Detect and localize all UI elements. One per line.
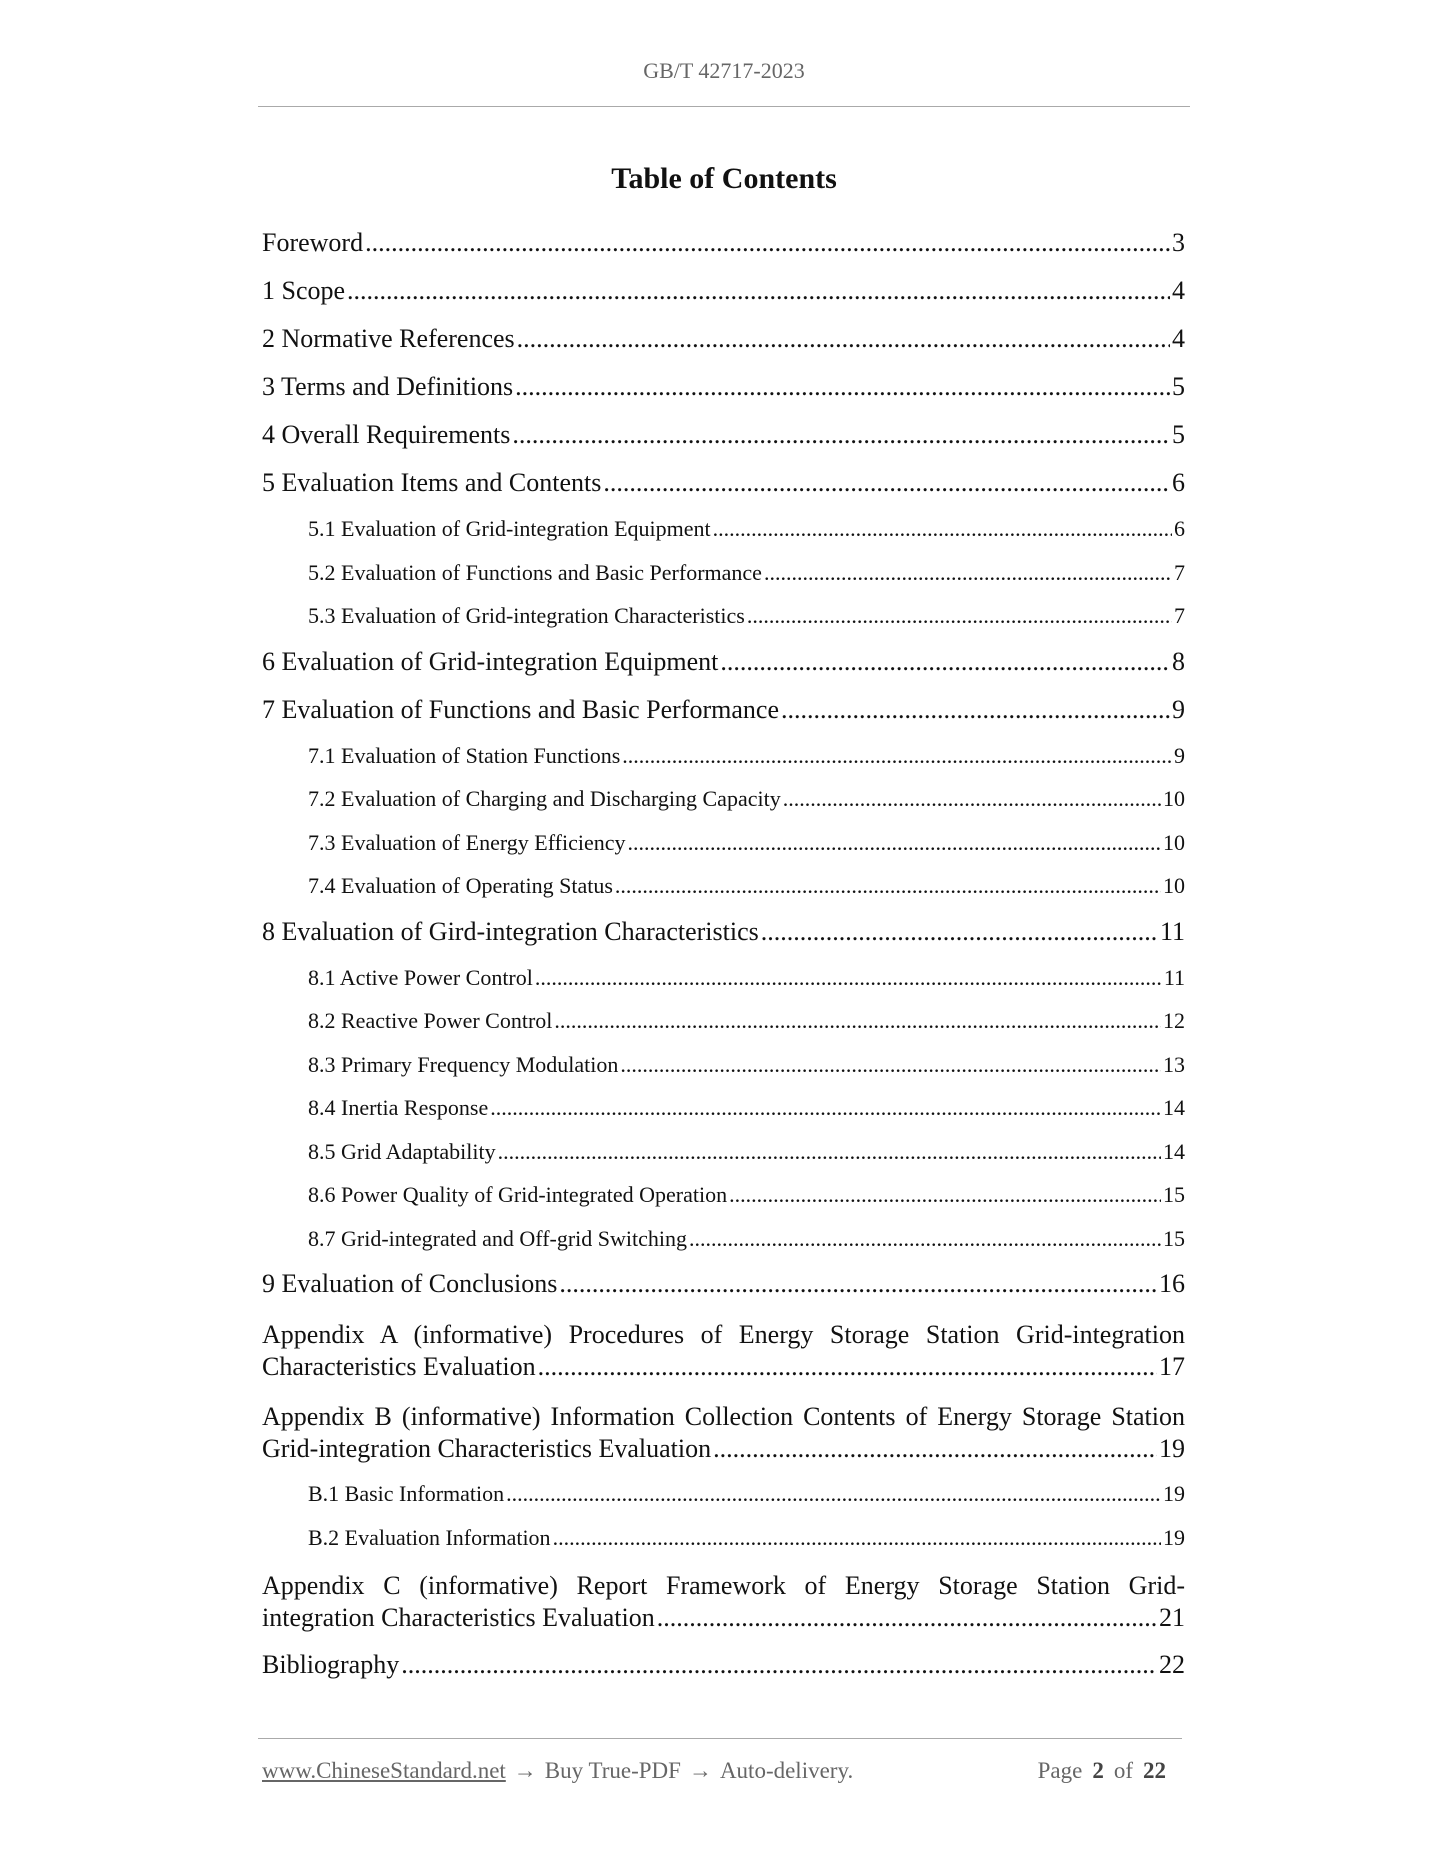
toc-entry-label: 9 Evaluation of Conclusions xyxy=(262,1269,558,1298)
toc-entry-8-4[interactable] xyxy=(262,1095,1185,1139)
toc-entry-label: 5.3 Evaluation of Grid-integration Characteristics xyxy=(308,603,745,628)
dot-leader xyxy=(627,830,1161,856)
toc-entry-7-2[interactable] xyxy=(262,786,1185,830)
toc-page-number: 19 xyxy=(1163,1481,1185,1506)
toc-entry-label: 8.2 Reactive Power Control xyxy=(308,1008,553,1033)
toc-entry-8[interactable] xyxy=(262,917,1185,965)
footer-divider xyxy=(258,1738,1182,1739)
toc-entry-8-1[interactable] xyxy=(262,965,1185,1009)
dot-leader xyxy=(622,743,1172,769)
dot-leader xyxy=(761,917,1158,947)
toc-entry-appendix-c[interactable] xyxy=(262,1568,1185,1638)
toc-entry-label: 8.5 Grid Adaptability xyxy=(308,1138,496,1164)
toc-entry-label: 1 Scope xyxy=(262,276,346,305)
toc-entry-label: Bibliography xyxy=(262,1650,400,1679)
toc-entry-label: 7 Evaluation of Functions and Basic Performance xyxy=(262,694,779,724)
toc-page-number: 9 xyxy=(1172,694,1185,724)
toc-entry-label-line2: Grid-integration Characteristics Evaluation xyxy=(262,1434,712,1463)
toc-page-number: 6 xyxy=(1172,468,1185,497)
toc-entry-label: 8.3 Primary Frequency Modulation xyxy=(308,1051,619,1077)
toc-entry-7-1[interactable] xyxy=(262,743,1185,787)
toc-entry-label-line1: Appendix B (informative) Information Collection Contents of Energy Storage Station xyxy=(262,1402,1185,1431)
toc-page-number: 10 xyxy=(1163,829,1185,855)
dot-leader xyxy=(720,647,1170,677)
dot-leader xyxy=(781,695,1170,725)
toc-page-number: 4 xyxy=(1172,276,1185,305)
toc-entry-label-line1: Appendix C (informative) Report Framework of Energy Storage Station Grid- xyxy=(262,1571,1185,1600)
toc-page-number: 4 xyxy=(1172,324,1185,353)
dot-leader xyxy=(559,1269,1157,1299)
toc-page-number: 7 xyxy=(1174,559,1185,585)
toc-page-number: 5 xyxy=(1172,372,1185,401)
toc-entry-label: 8 Evaluation of Gird-integration Characteristics xyxy=(262,916,759,946)
toc-page-number: 15 xyxy=(1163,1182,1185,1207)
toc-entry-7-3[interactable] xyxy=(262,830,1185,874)
toc-entry-label: 7.1 Evaluation of Station Functions xyxy=(308,742,621,768)
dot-leader xyxy=(365,228,1170,258)
dot-leader xyxy=(490,1095,1161,1121)
toc-entry-label: 8.1 Active Power Control xyxy=(308,964,533,990)
toc-page-number: 21 xyxy=(1159,1603,1185,1632)
dot-leader xyxy=(515,372,1170,402)
toc-entry-normative-references[interactable] xyxy=(262,324,1185,372)
toc-entry-label: B.2 Evaluation Information xyxy=(308,1524,551,1550)
dot-leader xyxy=(747,603,1172,629)
toc-page-number: 10 xyxy=(1163,786,1185,811)
toc-entry-8-6[interactable] xyxy=(262,1182,1185,1226)
toc-entry-scope[interactable] xyxy=(262,276,1185,324)
header-divider xyxy=(258,106,1190,107)
toc-entry-label: 4 Overall Requirements xyxy=(262,420,511,449)
toc-page-number: 14 xyxy=(1163,1138,1185,1164)
toc-entry-label: 5 Evaluation Items and Contents xyxy=(262,468,602,497)
toc-entry-label-line1: Appendix A (informative) Procedures of Energy Storage Station Grid-integration xyxy=(262,1320,1185,1349)
toc-entry-5-1[interactable] xyxy=(262,516,1185,560)
toc-page-number: 9 xyxy=(1174,742,1185,768)
dot-leader xyxy=(713,516,1172,542)
page-title: Table of Contents xyxy=(611,162,837,195)
toc-entry-6[interactable] xyxy=(262,647,1185,695)
toc-entry-evaluation-items[interactable] xyxy=(262,468,1185,516)
dot-leader xyxy=(401,1650,1157,1680)
toc-page-number: 17 xyxy=(1159,1352,1185,1381)
page-indicator xyxy=(1038,1758,1176,1784)
toc-entry-label: 3 Terms and Definitions xyxy=(262,372,514,401)
dot-leader xyxy=(506,1481,1161,1507)
dot-leader xyxy=(657,1603,1157,1633)
current-page-number: 2 xyxy=(1092,1758,1104,1783)
toc-entry-label: 5.2 Evaluation of Functions and Basic Performance xyxy=(308,559,762,585)
toc-entry-label: Foreword xyxy=(262,228,364,257)
toc-entry-label: B.1 Basic Information xyxy=(308,1481,505,1506)
toc-page-number: 19 xyxy=(1163,1524,1185,1550)
toc-page-number: 13 xyxy=(1163,1051,1185,1077)
toc-entry-terms-definitions[interactable] xyxy=(262,372,1185,420)
total-page-count: 22 xyxy=(1143,1758,1166,1783)
dot-leader xyxy=(620,1052,1161,1078)
toc-entry-8-7[interactable] xyxy=(262,1226,1185,1270)
dot-leader xyxy=(713,1434,1157,1464)
dot-leader xyxy=(615,873,1161,899)
toc-entry-label-line2: Characteristics Evaluation xyxy=(262,1352,536,1381)
dot-leader xyxy=(689,1226,1161,1252)
dot-leader xyxy=(553,1525,1161,1551)
toc-page-number: 8 xyxy=(1172,646,1185,676)
buy-pdf-text: Buy True-PDF xyxy=(544,1758,681,1783)
toc-entry-bibliography[interactable] xyxy=(262,1650,1185,1698)
table-of-contents xyxy=(262,228,1185,1698)
dot-leader xyxy=(783,786,1161,812)
toc-entry-label: 8.4 Inertia Response xyxy=(308,1095,489,1120)
toc-entry-7[interactable] xyxy=(262,695,1185,743)
toc-entry-label: 5.1 Evaluation of Grid-integration Equipment xyxy=(308,516,711,541)
toc-entry-8-5[interactable] xyxy=(262,1139,1185,1183)
dot-leader xyxy=(512,420,1170,450)
auto-delivery-text: Auto-delivery. xyxy=(719,1758,854,1783)
toc-page-number: 16 xyxy=(1159,1269,1185,1298)
dot-leader xyxy=(517,324,1170,354)
dot-leader xyxy=(498,1139,1161,1165)
toc-page-number: 15 xyxy=(1163,1225,1185,1251)
dot-leader xyxy=(554,1008,1161,1034)
toc-entry-label: 8.6 Power Quality of Grid-integrated Operation xyxy=(308,1182,728,1207)
toc-entry-b-2[interactable] xyxy=(262,1525,1185,1569)
arrow-right-icon: → xyxy=(513,1758,537,1783)
document-number-header: GB/T 42717-2023 xyxy=(643,58,805,83)
website-link[interactable]: www.ChineseStandard.net xyxy=(262,1758,506,1783)
toc-page-number: 22 xyxy=(1159,1650,1185,1679)
toc-entry-8-2[interactable] xyxy=(262,1008,1185,1052)
dot-leader xyxy=(764,560,1172,586)
dot-leader xyxy=(535,965,1162,991)
toc-page-number: 11 xyxy=(1159,916,1185,946)
toc-page-number: 12 xyxy=(1163,1008,1185,1033)
page-word: Page xyxy=(1037,1758,1083,1783)
toc-entry-overall-requirements[interactable] xyxy=(262,420,1185,468)
toc-page-number: 3 xyxy=(1172,228,1185,257)
toc-entry-label: 2 Normative References xyxy=(262,324,515,353)
toc-entry-9[interactable] xyxy=(262,1269,1185,1317)
toc-entry-appendix-b[interactable] xyxy=(262,1399,1185,1469)
arrow-right-icon: → xyxy=(688,1758,712,1783)
toc-page-number: 5 xyxy=(1172,420,1185,449)
toc-page-number: 14 xyxy=(1163,1095,1185,1120)
toc-page-number: 10 xyxy=(1163,873,1185,898)
toc-entry-label-line2: integration Characteristics Evaluation xyxy=(262,1603,655,1632)
toc-entry-label: 7.3 Evaluation of Energy Efficiency xyxy=(308,829,626,855)
dot-leader xyxy=(347,276,1170,306)
toc-entry-5-2[interactable] xyxy=(262,560,1185,604)
toc-entry-label: 7.2 Evaluation of Charging and Discharging Capacity xyxy=(308,786,781,811)
toc-entry-b-1[interactable] xyxy=(262,1481,1185,1525)
toc-entry-5-3[interactable] xyxy=(262,603,1185,647)
dot-leader xyxy=(603,468,1170,498)
toc-page-number: 6 xyxy=(1174,516,1185,541)
toc-entry-label: 8.7 Grid-integrated and Off-grid Switching xyxy=(308,1225,688,1251)
of-word: of xyxy=(1113,1758,1133,1783)
toc-entry-foreword[interactable] xyxy=(262,228,1185,276)
dot-leader xyxy=(729,1182,1161,1208)
dot-leader xyxy=(538,1352,1157,1382)
toc-entry-appendix-a[interactable] xyxy=(262,1317,1185,1387)
toc-entry-7-4[interactable] xyxy=(262,873,1185,917)
toc-page-number: 19 xyxy=(1159,1434,1185,1463)
toc-entry-label: 7.4 Evaluation of Operating Status xyxy=(308,873,613,898)
page-footer xyxy=(262,1758,1182,1784)
toc-entry-label: 6 Evaluation of Grid-integration Equipment xyxy=(262,646,719,676)
toc-page-number: 7 xyxy=(1174,603,1185,628)
toc-entry-8-3[interactable] xyxy=(262,1052,1185,1096)
toc-page-number: 11 xyxy=(1163,964,1185,990)
